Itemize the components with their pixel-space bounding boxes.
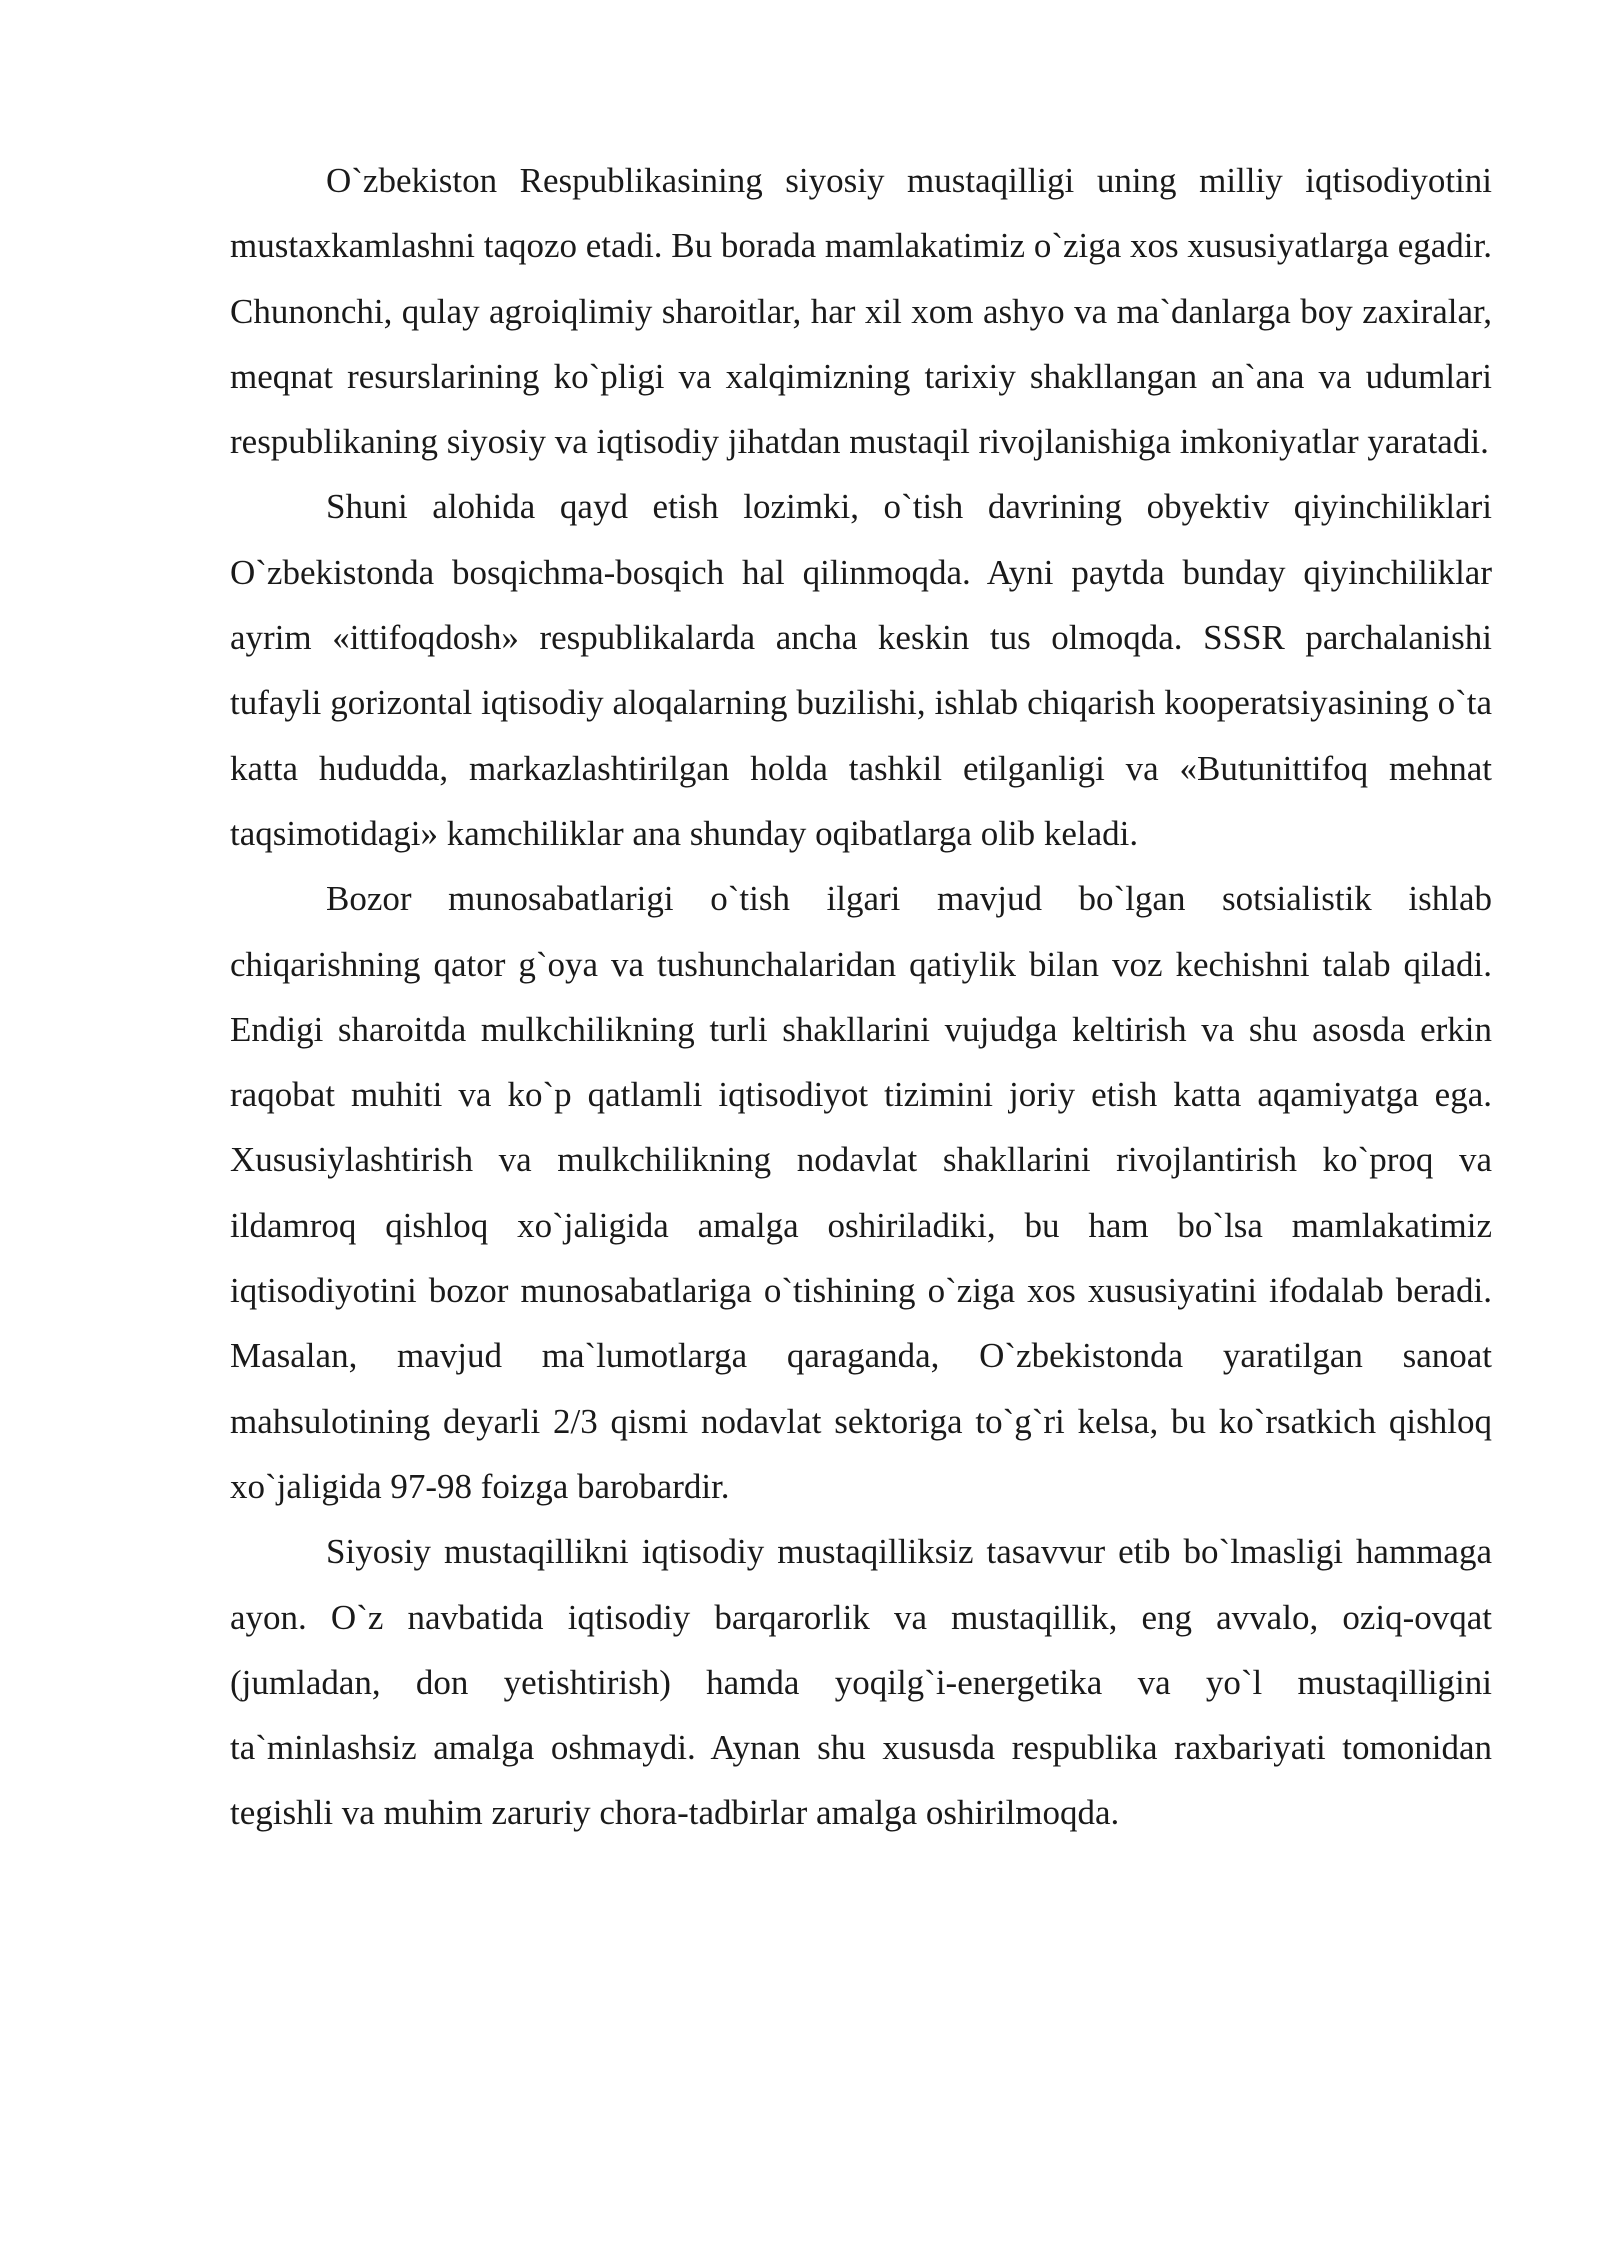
paragraph-3: Bozor munosabatlarigi o`tish ilgari mavjud bo`lgan sotsialistik ishlab chiqarishning qator g`oya va tushunchalaridan qatiylik bilan voz kechishni talab qiladi. Endigi sharoitda mulkchilikning turli shakllarini vujudga keltirish va shu asosda erkin raqobat muhiti va ko`p qatlamli iqtisodiyot tizimini joriy etish katta aqamiyatga ega. Xususiylashtirish va mulkchilikning nodavlat shakllarini rivojlantirish ko`proq va ildamroq qishloq xo`jaligida amalga oshiriladiki, bu ham bo`lsa mamlakatimiz iqtisodiyotini bozor munosabatlariga o`tishining o`ziga xos xususiyatini ifodalab beradi. Masalan, mavjud ma`lumotlarga qaraganda, O`zbekistonda yaratilgan sanoat mahsulotining deyarli 2/3 qismi nodavlat sektoriga to`g`ri kelsa, bu ko`rsatkich qishloq xo`jaligida 97-98 foizga barobardir. (230, 879, 1492, 1506)
paragraph-4: Siyosiy mustaqillikni iqtisodiy mustaqilliksiz tasavvur etib bo`lmasligi hammaga ayon. O`z navbatida iqtisodiy barqarorlik va mustaqillik, eng avvalo, oziq-ovqat (jumladan, don yetishtirish) hamda yoqilg`i-energetika va yo`l mustaqilligini ta`minlashsiz amalga oshmaydi. Aynan shu xususda respublika raxbariyati tomonidan tegishli va muhim zaruriy chora-tadbirlar amalga oshirilmoqda. (230, 1532, 1492, 1833)
document-page (230, 148, 1492, 1846)
paragraph-2: Shuni alohida qayd etish lozimki, o`tish davrining obyektiv qiyinchiliklari O`zbekistonda bosqichma-bosqich hal qilinmoqda. Ayni paytda bunday qiyinchiliklar ayrim «ittifoqdosh» respublikalarda ancha keskin tus olmoqda. SSSR parchalanishi tufayli gorizontal iqtisodiy aloqalarning buzilishi, ishlab chiqarish kooperatsiyasining o`ta katta hududda, markazlashtirilgan holda tashkil etilganligi va «Butunittifoq mehnat taqsimotidagi» kamchiliklar ana shunday oqibatlarga olib keladi. (230, 487, 1492, 853)
paragraph-1: O`zbekiston Respublikasining siyosiy mustaqilligi uning milliy iqtisodiyotini mustaxkamlashni taqozo etadi. Bu borada mamlakatimiz o`ziga xos xususiyatlarga egadir. Chunonchi, qulay agroiqlimiy sharoitlar, har xil xom ashyo va ma`danlarga boy zaxiralar, meqnat resurslarining ko`pligi va xalqimizning tarixiy shakllangan an`ana va udumlari respublikaning siyosiy va iqtisodiy jihatdan mustaqil rivojlanishiga imkoniyatlar yaratadi. (230, 161, 1492, 462)
